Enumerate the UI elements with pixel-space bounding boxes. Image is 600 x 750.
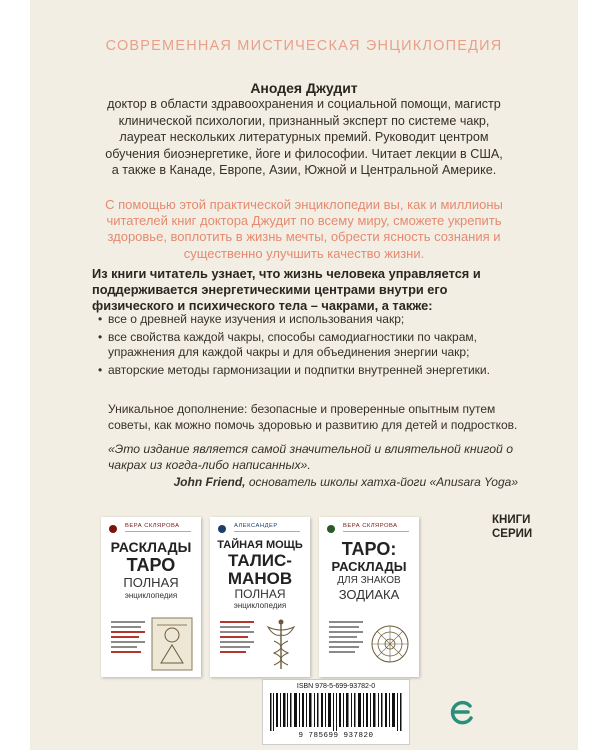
list-item-text: все о древней науке изучения и использования чакр; [108,312,405,326]
series-book-tarot-spreads[interactable] [101,517,201,677]
author-bio: доктор в области здравоохранения и социальной помощи, магистр клинической психологии, признанный эксперт по системе чакр, лауреат нескольких литературных премий. Руководит центром обучения биоэнергетике, йоге и философии. Читает лекции в США, а также в Канаде, Европе, Азии, Южной и Центральной Америке. [105,97,503,178]
book-subtitle: энциклопедия [124,591,178,600]
book-author: ВЕРА СКЛЯРОВА [125,523,180,529]
series-title: СОВРЕМЕННАЯ МИСТИЧЕСКАЯ ЭНЦИКЛОПЕДИЯ [105,38,503,54]
promo-text: С помощью этой практической энциклопедии вы, как и миллионы читателей книг доктора Джудит по всему миру, сможете укрепить здоровье, воплотить в жизнь мечты, обрести ясность сознания и существенно улучшить качество жизни. [105,197,503,261]
book-author: ВЕРА СКЛЯРОВА [343,523,398,529]
barcode-digits: 9 785699 937820 [298,732,374,740]
bullet-icon: • [98,362,103,377]
tarot-card-art-icon [151,617,193,671]
list-item-text: авторские методы гармонизации и подпитки внутренней энергетики. [108,362,490,377]
book-author: АЛЕКСАНДЕР [234,523,278,529]
barcode-bars-icon [270,693,402,731]
book-description [220,621,258,669]
intro-text: Из книги читатель узнает, что жизнь человека управляется и поддерживается энергетическими центрами внутри его физического и психического тела – чакрами, а также: [92,266,481,313]
book-title: ЗОДИАКА [338,587,400,602]
bonus-text: Уникальное дополнение: безопасные и проверенные опытным путем советы, как можно помочь здоровью и развитию для детей и подростков. [108,402,518,432]
isbn: ISBN 978-5-699-93782-0 [296,683,376,690]
quote-author [130,475,518,489]
book-title: ТАРО: [341,539,397,559]
zodiac-wheel-icon [369,617,411,671]
book-title: ПОЛНАЯ [123,575,179,590]
book-title: ТАРО [126,555,176,575]
book-title: МАНОВ [227,569,293,588]
quote-author-role: основатель школы хатха-йоги «Anusara Yoga» [248,475,518,489]
book-subtitle: энциклопедия [233,601,287,610]
list-item [98,330,518,361]
bullet-icon: • [98,329,103,344]
eksmo-logo-icon [448,698,476,726]
book-title: ДЛЯ ЗНАКОВ [337,575,401,586]
series-book-tarot-zodiac[interactable] [319,517,419,677]
feature-list [98,312,518,380]
author-name: Анодея Джудит [250,80,358,96]
list-item [98,363,518,379]
book-title: РАСКЛАДЫ [331,559,407,574]
quote: «Это издание является самой значительной и влиятельной книгой о чакрах из когда-либо написанных». [108,442,513,472]
book-description [111,621,149,669]
book-description [329,621,367,669]
quote-author-name: John Friend, [173,475,246,489]
publisher-logo-icon [327,525,335,533]
list-item [98,312,518,328]
barcode [262,679,410,745]
divider [125,531,191,532]
book-title: ТАЙНАЯ МОЩЬ [217,539,303,551]
caduceus-icon [260,617,302,671]
book-title: РАСКЛАДЫ [110,539,192,555]
publisher-logo-icon [218,525,226,533]
series-book-talismans[interactable] [210,517,310,677]
book-title: ТАЛИС- [228,551,292,570]
series-label: КНИГИ СЕРИИ [492,514,533,540]
divider [234,531,300,532]
publisher-logo-icon [109,525,117,533]
list-item-text: все свойства каждой чакры, способы самодиагностики по чакрам, упражнения для каждой чакры и для объединения энергии чакр; [108,329,477,360]
divider [343,531,409,532]
back-cover [30,0,578,750]
bullet-icon: • [98,312,103,326]
book-title: ПОЛНАЯ [234,587,286,601]
